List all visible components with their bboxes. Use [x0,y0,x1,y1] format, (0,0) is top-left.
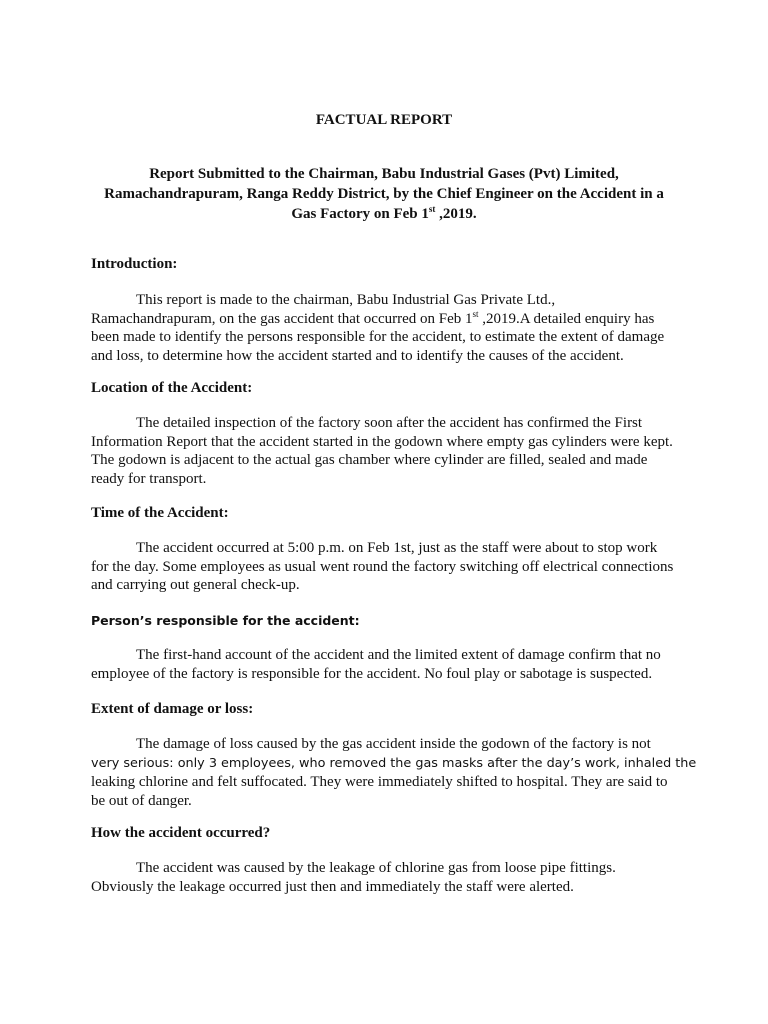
document-title: FACTUAL REPORT [315,112,453,128]
paragraph-line: Obviously the leakage occurred just then and immediately the staff were alerted. [91,878,574,895]
paragraph-line: Information Report that the accident started in the godown where empty gas cylinders were kept. [91,433,673,450]
heading-damage: Extent of damage or loss: [91,701,254,717]
paragraph-time [91,539,681,595]
paragraph-line: The detailed inspection of the factory soon after the accident has confirmed the First [136,415,643,431]
paragraph-line: and loss, to determine how the accident started and to identify the causes of the accident. [91,347,624,364]
paragraph-line-end: ,2019.A detailed enquiry has [478,310,655,327]
subtitle-line-3-text: Gas Factory on Feb 1 [291,206,429,222]
paragraph-damage [91,735,697,810]
paragraph-line: be out of danger. [91,792,192,809]
paragraph-line: and carrying out general check-up. [91,577,300,593]
heading-introduction: Introduction: [91,256,178,272]
paragraph-line: The damage of loss caused by the gas accident inside the godown of the factory is not [136,736,651,752]
paragraph-line: leaking chlorine and felt suffocated. They were immediately shifted to hospital. They are said to [91,774,668,790]
report-subtitle [80,164,688,224]
paragraph-line: The accident was caused by the leakage of chlorine gas from loose pipe fittings. [136,860,616,876]
heading-location: Location of the Accident: [91,380,253,396]
subtitle-line-3-end: ,2019. [435,206,477,222]
paragraph-line: The first-hand account of the accident and the limited extent of damage confirm that no [136,647,661,663]
paragraph-line: This report is made to the chairman, Babu Industrial Gas Private Ltd., [136,292,556,308]
subtitle-superscript: st [428,204,436,214]
heading-time: Time of the Accident: [91,505,229,521]
section-location [91,379,681,488]
paragraph-line: employee of the factory is responsible for the accident. No foul play or sabotage is suspected. [91,665,653,682]
subtitle-line-2: Ramachandrapuram, Ranga Reddy District, by the Chief Engineer on the Accident in a [104,186,664,202]
paragraph-line: ready for transport. [91,470,207,487]
section-time [91,504,681,595]
paragraph-line: The accident occurred at 5:00 p.m. on Feb 1st, just as the staff were about to stop work [136,540,658,556]
paragraph-location [91,414,681,488]
paragraph-line [91,754,697,774]
section-introduction [91,255,681,365]
subtitle-line-1: Report Submitted to the Chairman, Babu Industrial Gases (Pvt) Limited, [149,166,619,182]
paragraph-superscript: st [472,308,479,319]
section-damage [91,700,697,810]
heading-how: How the accident occurred? [91,825,271,841]
paragraph-line-text: very serious: only 3 employees, who removed the gas masks after the day’s work, [91,755,620,771]
section-how [91,824,681,896]
section-responsible [91,612,681,683]
paragraph-line-end: inhaled the [619,755,697,771]
heading-responsible: Person’s responsible for the accident: [91,613,360,628]
paragraph-line: The godown is adjacent to the actual gas chamber where cylinder are filled, sealed and made [91,452,648,468]
paragraph-how [91,859,681,896]
subtitle-line-3 [80,204,688,224]
paragraph-line: for the day. Some employees as usual went round the factory switching off electrical connections [91,558,674,575]
paragraph-line [91,310,681,329]
paragraph-responsible [91,646,681,683]
paragraph-line: been made to identify the persons responsible for the accident, to estimate the extent of damage [91,329,665,345]
paragraph-introduction [91,291,681,365]
paragraph-line-text: Ramachandrapuram, on the gas accident that occurred on Feb 1 [91,310,473,327]
